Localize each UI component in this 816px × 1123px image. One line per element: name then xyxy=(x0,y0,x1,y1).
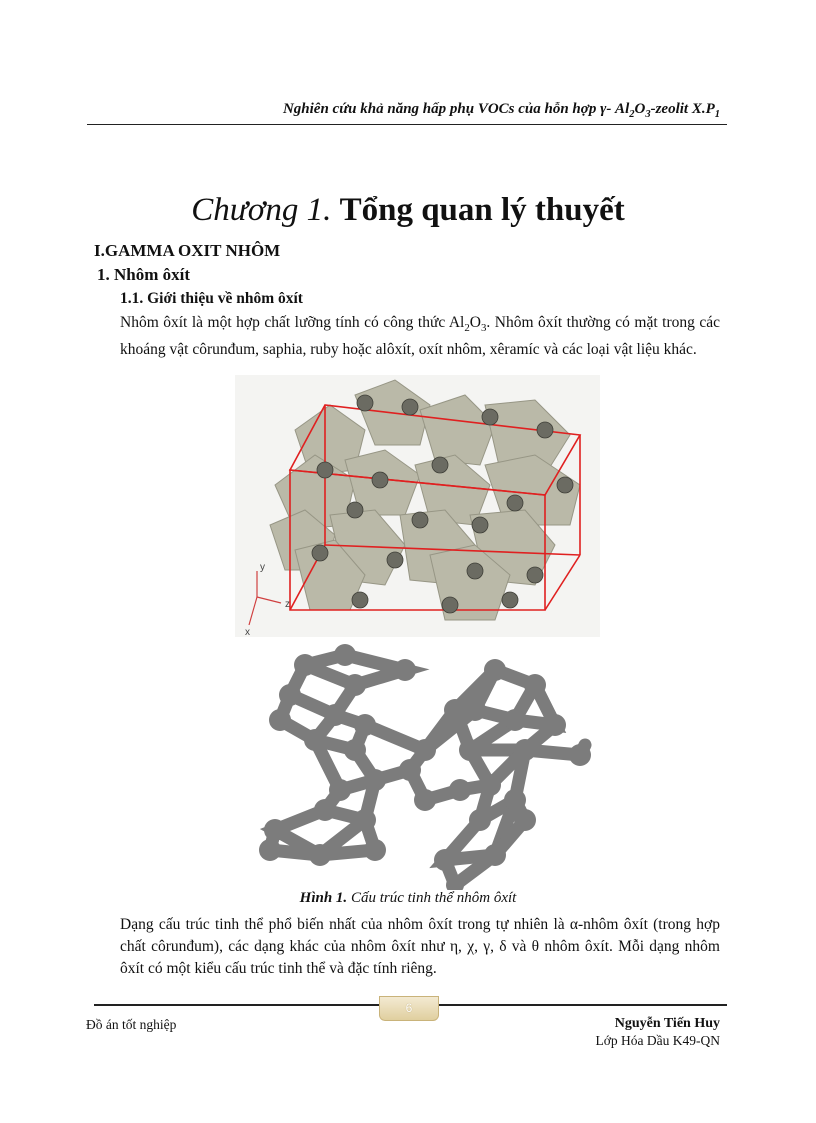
body-paragraph: Dạng cấu trúc tinh thể phổ biến nhất của nhôm ôxít trong tự nhiên là α-nhôm ôxít (trong hợp chất côrunđum), các dạng khác của nhôm ôxít như η, χ, γ, δ và θ nhôm ôxít. Mỗi dạng nhôm ôxít có một kiểu cấu trúc tinh thể và đặc tính riêng. xyxy=(120,916,720,977)
figure-caption xyxy=(0,890,816,907)
chapter-name: Tổng quan lý thuyết xyxy=(339,192,625,228)
subsubsection-heading: 1.1. Giới thiệu về nhôm ôxít xyxy=(120,290,303,307)
header-text-part: O xyxy=(634,101,646,117)
formula-sub: 3 xyxy=(481,322,487,335)
footer-author: Nguyễn Tiến Huy xyxy=(614,1016,720,1031)
axis-x-label: x xyxy=(245,627,250,637)
intro-paragraph xyxy=(120,312,720,361)
caption-label: Hình 1. xyxy=(299,890,348,906)
chapter-number: Chương 1. xyxy=(191,192,332,228)
section-heading: I.GAMMA OXIT NHÔM xyxy=(94,241,281,260)
para-text: Nhôm ôxít là một hợp chất lưỡng tính có công thức Al xyxy=(120,314,465,331)
running-header xyxy=(283,101,720,120)
subsection-heading: 1. Nhôm ôxít xyxy=(97,265,191,284)
formula-sub: 2 xyxy=(464,322,470,335)
header-sub: 2 xyxy=(629,109,635,120)
header-sub: 1 xyxy=(714,109,720,120)
footer-rule-right xyxy=(437,1004,727,1006)
header-sub: 3 xyxy=(645,109,651,120)
axis-z-label: z xyxy=(285,599,290,610)
para-text: . Nhôm ôxít thường có mặt trong các khoáng vật côrunđum, saphia, ruby hoặc alôxít, oxít nhôm, xêramíc và các loại vật liệu khác. xyxy=(120,314,721,359)
caption-text: Cấu trúc tinh thể nhôm ôxít xyxy=(347,890,517,906)
footer-class: Lớp Hóa Dầu K49-QN xyxy=(595,1033,720,1048)
header-rule xyxy=(87,124,727,125)
footer-document-type: Đồ án tốt nghiệp xyxy=(86,1017,177,1032)
page-number: 6 xyxy=(379,996,439,1021)
crystal-polyhedra-image xyxy=(235,375,600,637)
ball-and-stick-model-image xyxy=(225,640,620,890)
footer-rule-left xyxy=(94,1004,379,1006)
axis-y-label: y xyxy=(260,562,265,573)
para-text: O xyxy=(469,314,481,331)
header-text-part: -zeolit X.P xyxy=(650,101,715,117)
chapter-title xyxy=(0,192,816,229)
header-text-part: Nghiên cứu khả năng hấp phụ VOCs của hỗn hợp γ- Al xyxy=(282,101,630,117)
